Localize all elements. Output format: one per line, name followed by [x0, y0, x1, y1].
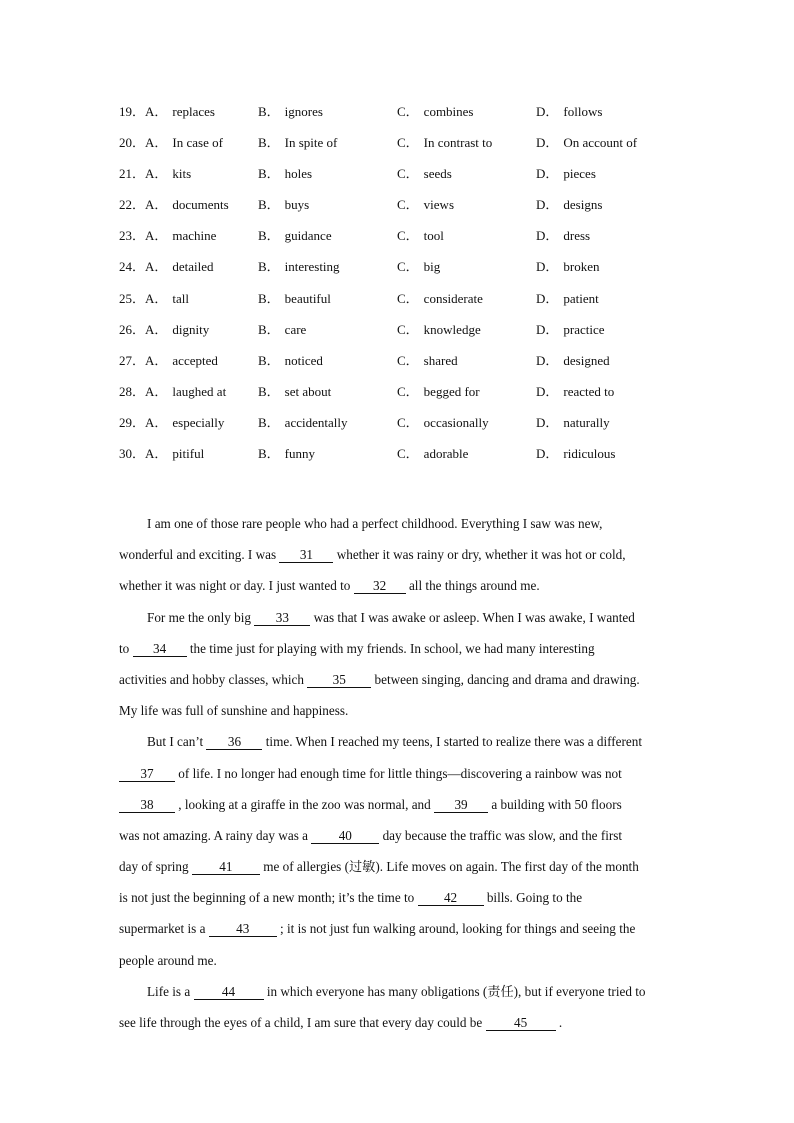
blank-41: 41 — [192, 860, 260, 875]
option-letter: A． — [145, 290, 168, 306]
passage-line: is not just the beginning of a new month; it’s the time to 42 bills. Going to the — [119, 890, 583, 906]
option-letter: B． — [258, 259, 280, 275]
option-a: laughed at — [172, 383, 227, 399]
option-letter: A． — [145, 383, 168, 399]
option-a: kits — [172, 166, 192, 182]
option-letter: C． — [397, 321, 419, 337]
option-d: designed — [563, 352, 610, 368]
option-d: ridiculous — [563, 446, 616, 462]
option-letter: B． — [258, 446, 280, 462]
option-letter: A． — [145, 414, 168, 430]
option-letter: A． — [145, 228, 168, 244]
option-d: On account of — [563, 135, 638, 151]
option-letter: D． — [536, 166, 559, 182]
option-c: big — [423, 259, 441, 275]
option-letter: D． — [536, 259, 559, 275]
option-b: set about — [284, 383, 332, 399]
passage-line: was not amazing. A rainy day was a 40 day because the traffic was slow, and the first — [119, 827, 623, 843]
option-b: ignores — [284, 104, 323, 119]
option-a: detailed — [172, 259, 214, 275]
option-c: knowledge — [423, 321, 481, 337]
option-c: considerate — [423, 290, 483, 306]
option-letter: D． — [536, 352, 559, 368]
passage-line: But I can’t 36 time. When I reached my teens, I started to realize there was a different — [147, 734, 643, 750]
blank-43: 43 — [209, 922, 277, 937]
option-letter: C． — [397, 104, 419, 119]
option-a: In case of — [172, 135, 223, 151]
passage-line: For me the only big 33 was that I was awake or asleep. When I was awake, I wanted — [147, 609, 635, 625]
blank-31: 31 — [279, 548, 333, 563]
blank-42: 42 — [418, 891, 484, 906]
option-letter: A． — [145, 259, 168, 275]
passage-line: people around me. — [119, 952, 217, 968]
option-c: occasionally — [423, 414, 489, 430]
option-letter: B． — [258, 166, 280, 182]
option-letter: D． — [536, 446, 559, 462]
option-b: accidentally — [284, 414, 348, 430]
passage-line: to 34 the time just for playing with my friends. In school, we had many interesting — [119, 640, 595, 656]
option-row-19 — [119, 103, 679, 134]
option-c: seeds — [423, 166, 452, 182]
option-b: buys — [284, 197, 310, 213]
passage-line: see life through the eyes of a child, I am sure that every day could be 45 . — [119, 1015, 563, 1030]
blank-40: 40 — [311, 829, 379, 844]
passage-line: 37 of life. I no longer had enough time for little things—discovering a rainbow was not — [119, 758, 675, 789]
option-c: begged for — [423, 383, 480, 399]
blank-45: 45 — [486, 1016, 556, 1031]
option-letter: B． — [258, 135, 280, 151]
option-letter: A． — [145, 135, 168, 151]
option-b: beautiful — [284, 290, 331, 306]
option-b: holes — [284, 166, 313, 182]
blank-39: 39 — [434, 798, 488, 813]
option-letter: B． — [258, 197, 280, 213]
option-letter: D． — [536, 197, 559, 213]
option-b: In spite of — [284, 135, 338, 151]
option-letter: B． — [258, 104, 280, 119]
question-number: 26． — [119, 321, 146, 337]
option-d: dress — [563, 228, 591, 244]
passage-line: wonderful and exciting. I was 31 whether it was rainy or dry, whether it was hot or cold, — [119, 547, 626, 563]
option-a: especially — [172, 414, 225, 430]
option-letter: C． — [397, 383, 419, 399]
option-letter: D． — [536, 290, 559, 306]
option-letter: C． — [397, 352, 419, 368]
question-number: 21． — [119, 166, 146, 182]
option-a: pitiful — [172, 446, 205, 462]
option-b: guidance — [284, 228, 332, 244]
option-a: documents — [172, 197, 229, 213]
passage-line: I am one of those rare people who had a perfect childhood. Everything I saw was new, — [147, 516, 603, 531]
option-letter: D． — [536, 383, 559, 399]
option-letter: A． — [145, 166, 168, 182]
option-letter: B． — [258, 321, 280, 337]
option-b: interesting — [284, 259, 340, 275]
option-letter: D． — [536, 414, 559, 430]
option-letter: D． — [536, 228, 559, 244]
question-number: 24． — [119, 259, 146, 275]
option-letter: B． — [258, 383, 280, 399]
option-row-26 — [119, 321, 679, 352]
option-row-25 — [119, 290, 679, 321]
option-c: adorable — [423, 446, 469, 462]
question-number: 27． — [119, 352, 146, 368]
blank-36: 36 — [206, 735, 262, 750]
passage-line: day of spring 41 me of allergies (过敏). Life moves on again. The first day of the month — [119, 859, 639, 875]
option-letter: C． — [397, 414, 419, 430]
option-row-27 — [119, 352, 679, 383]
blank-37: 37 — [119, 767, 175, 782]
blank-33: 33 — [254, 611, 310, 626]
option-row-30 — [119, 445, 679, 476]
option-c: In contrast to — [423, 135, 493, 151]
option-letter: C． — [397, 166, 419, 182]
question-number: 30． — [119, 446, 146, 462]
passage-line: activities and hobby classes, which 35 between singing, dancing and drama and drawing. — [119, 671, 640, 687]
option-row-22 — [119, 196, 679, 227]
question-number: 25． — [119, 290, 146, 306]
option-d: broken — [563, 259, 600, 275]
option-letter: C． — [397, 290, 419, 306]
passage-line: Life is a 44 in which everyone has many obligations (责任), but if everyone tried to — [147, 983, 646, 999]
option-letter: C． — [397, 446, 419, 462]
option-row-29 — [119, 414, 679, 445]
option-row-24 — [119, 258, 679, 289]
option-letter: A． — [145, 446, 168, 462]
option-d: practice — [563, 321, 605, 337]
question-number: 20． — [119, 135, 146, 151]
option-d: follows — [563, 104, 603, 119]
passage-line: whether it was night or day. I just wanted to 32 all the things around me. — [119, 578, 540, 594]
option-letter: C． — [397, 228, 419, 244]
option-row-21 — [119, 165, 679, 196]
question-number: 29． — [119, 414, 146, 430]
option-letter: A． — [145, 352, 168, 368]
option-a: dignity — [172, 321, 210, 337]
question-number: 19． — [119, 104, 146, 119]
option-c: views — [423, 197, 455, 213]
option-d: designs — [563, 197, 603, 213]
option-a: machine — [172, 228, 217, 244]
option-letter: B． — [258, 290, 280, 306]
blank-44: 44 — [194, 985, 264, 1000]
blank-38: 38 — [119, 798, 175, 813]
option-letter: D． — [536, 321, 559, 337]
option-letter: D． — [536, 135, 559, 151]
passage-line: My life was full of sunshine and happiness. — [119, 703, 349, 719]
option-b: funny — [284, 446, 316, 462]
option-c: combines — [423, 104, 474, 119]
option-a: accepted — [172, 352, 218, 368]
option-d: reacted to — [563, 383, 615, 399]
option-letter: A． — [145, 321, 168, 337]
blank-35: 35 — [307, 673, 371, 688]
answer-options-table — [119, 103, 679, 476]
option-d: naturally — [563, 414, 610, 430]
option-letter: C． — [397, 259, 419, 275]
option-letter: A． — [145, 197, 168, 213]
option-letter: C． — [397, 135, 419, 151]
option-a: replaces — [172, 104, 215, 119]
cloze-passage — [119, 508, 675, 1038]
option-d: pieces — [563, 166, 596, 182]
blank-32: 32 — [354, 579, 406, 594]
option-letter: A． — [145, 104, 168, 119]
question-number: 22． — [119, 197, 146, 213]
option-letter: B． — [258, 414, 280, 430]
passage-line: supermarket is a 43 ; it is not just fun walking around, looking for things and seeing the — [119, 921, 636, 937]
blank-34: 34 — [133, 642, 187, 657]
option-d: patient — [563, 290, 599, 306]
option-row-28 — [119, 383, 679, 414]
option-letter: C． — [397, 197, 419, 213]
option-letter: D． — [536, 104, 559, 119]
question-number: 23． — [119, 228, 146, 244]
option-letter: B． — [258, 352, 280, 368]
option-b: care — [284, 321, 307, 337]
option-row-20 — [119, 134, 679, 165]
option-letter: B． — [258, 228, 280, 244]
option-c: shared — [423, 352, 458, 368]
passage-line: 38 , looking at a giraffe in the zoo was normal, and 39 a building with 50 floors — [119, 789, 675, 820]
option-row-23 — [119, 227, 679, 258]
question-number: 28． — [119, 383, 146, 399]
option-c: tool — [423, 228, 444, 244]
option-b: noticed — [284, 352, 323, 368]
option-a: tall — [172, 290, 190, 306]
